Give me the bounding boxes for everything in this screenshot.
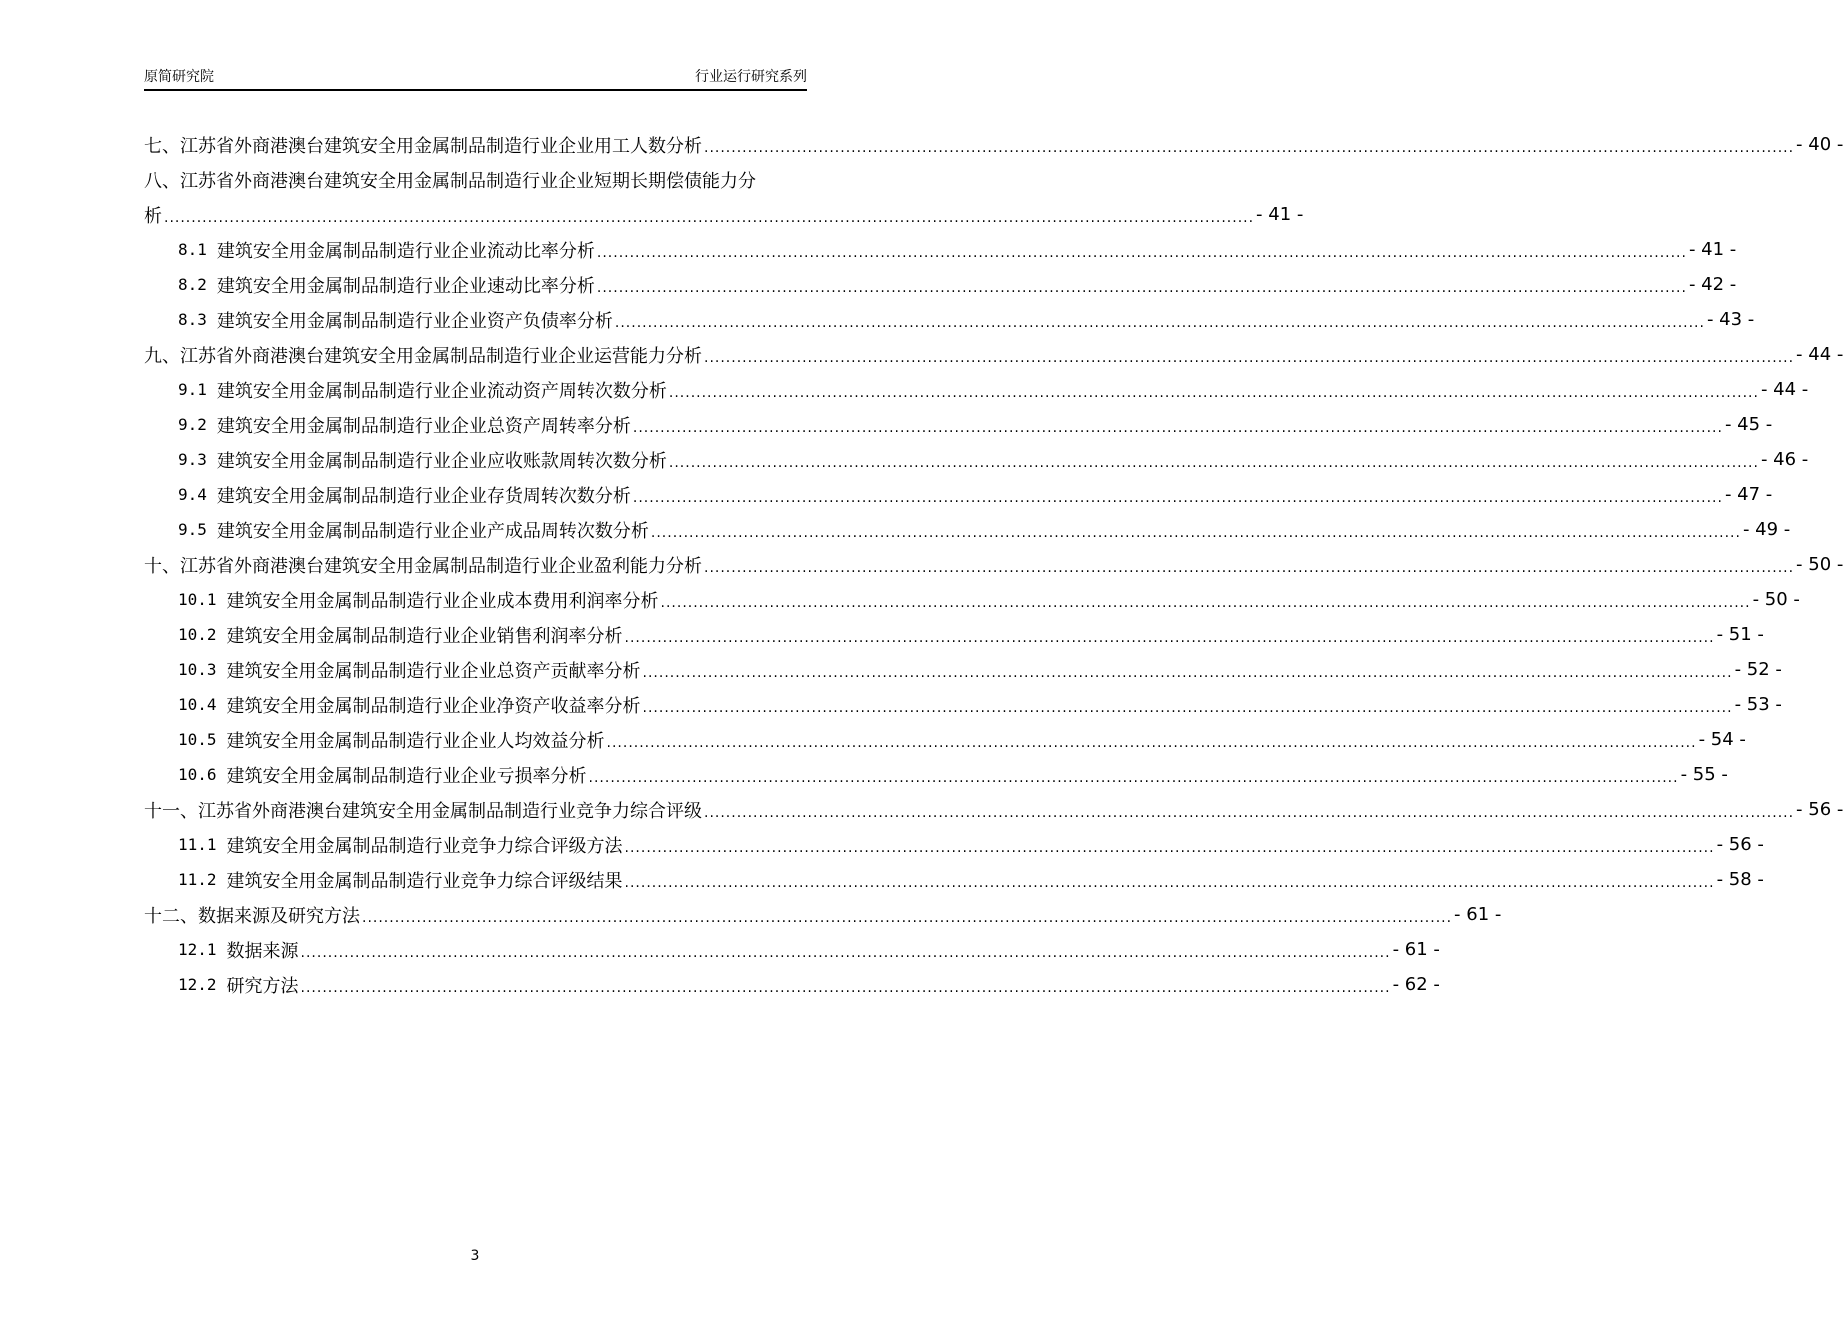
toc-entry-title: 建筑安全用金属制品制造行业企业流动比率分析 [216, 240, 595, 262]
dot-leader: ........................................................................................................................................................................................................ [300, 979, 1391, 996]
toc-entry-title: 数据来源 [226, 940, 299, 962]
toc-entry[interactable] [144, 792, 1843, 827]
toc-entry-number: 11.2 [178, 870, 217, 889]
toc-entry[interactable] [144, 127, 1843, 162]
toc-entry-page: - 45 - [1724, 414, 1773, 435]
toc-entry[interactable] [144, 582, 1800, 617]
toc-entry[interactable] [144, 197, 1304, 232]
dot-leader: ........................................................................................................................................................................................................ [660, 594, 1751, 611]
toc-entry-page: - 61 - [1392, 939, 1440, 960]
dot-leader: ........................................................................................................................................................................................................ [606, 734, 1697, 751]
toc-entry-number: 8.2 [178, 275, 207, 294]
toc-entry-title: 建筑安全用金属制品制造行业竞争力综合评级结果 [226, 870, 623, 892]
dot-leader: ........................................................................................................................................................................................................ [624, 839, 1715, 856]
toc-entry-title: 建筑安全用金属制品制造行业企业人均效益分析 [226, 730, 605, 752]
page-number: 3 [470, 1248, 480, 1264]
toc-entry-title: 建筑安全用金属制品制造行业企业亏损率分析 [226, 765, 587, 787]
toc-entry[interactable] [144, 967, 1440, 1002]
toc-entry-title: 建筑安全用金属制品制造行业企业速动比率分析 [216, 275, 595, 297]
toc-entry-title: 建筑安全用金属制品制造行业企业销售利润率分析 [226, 625, 623, 647]
toc-entry[interactable] [144, 477, 1773, 512]
dot-leader: ........................................................................................................................................................................................................ [300, 944, 1391, 961]
toc-entry-page: - 41 - [1256, 204, 1304, 225]
toc-entry[interactable] [144, 827, 1764, 862]
toc-entry-title: 析 [144, 205, 162, 227]
toc-entry[interactable] [144, 547, 1843, 582]
toc-entry-page: - 49 - [1742, 519, 1791, 540]
dot-leader: ........................................................................................................................................................................................................ [650, 524, 1741, 541]
dot-leader: ........................................................................................................................................................................................................ [596, 279, 1687, 296]
toc-entry[interactable] [144, 617, 1764, 652]
toc-entry-page: - 56 - [1716, 834, 1764, 855]
toc-entry-number: 9.5 [178, 520, 207, 539]
dot-leader: ........................................................................................................................................................................................................ [668, 384, 1759, 401]
toc-entry-title: 建筑安全用金属制品制造行业企业存货周转次数分析 [216, 485, 631, 507]
dot-leader: ........................................................................................................................................................................................................ [596, 244, 1687, 261]
dot-leader: ........................................................................................................................................................................................................ [624, 629, 1715, 646]
toc-entry-page: - 58 - [1716, 869, 1764, 890]
toc-entry-page: - 44 - [1760, 379, 1809, 400]
toc-entry[interactable] [144, 337, 1843, 372]
toc-entry-number: 12.2 [178, 975, 217, 994]
toc-entry[interactable] [144, 372, 1809, 407]
toc-entry[interactable] [144, 652, 1782, 687]
toc-entry-title: 建筑安全用金属制品制造行业企业流动资产周转次数分析 [216, 380, 667, 402]
toc-entry-number: 11.1 [178, 835, 217, 854]
toc-entry[interactable] [144, 862, 1764, 897]
toc-entry-title: 九、江苏省外商港澳台建筑安全用金属制品制造行业企业运营能力分析 [144, 345, 702, 367]
toc-entry-title: 七、江苏省外商港澳台建筑安全用金属制品制造行业企业用工人数分析 [144, 135, 702, 157]
table-of-contents [144, 127, 1843, 1002]
toc-entry[interactable] [144, 442, 1809, 477]
dot-leader: ........................................................................................................................................................................................................ [704, 559, 1795, 576]
toc-entry-page: - 50 - [1796, 554, 1843, 575]
toc-entry[interactable] [144, 687, 1782, 722]
dot-leader: ........................................................................................................................................................................................................ [632, 419, 1723, 436]
toc-entry-number: 8.3 [178, 310, 207, 329]
dot-leader: ........................................................................................................................................................................................................ [642, 664, 1733, 681]
toc-entry-page: - 40 - [1796, 134, 1843, 155]
toc-entry-number: 12.1 [178, 940, 217, 959]
toc-entry[interactable] [144, 162, 806, 197]
toc-entry-number: 9.4 [178, 485, 207, 504]
header-right-series: 行业运行研究系列 [695, 69, 807, 85]
toc-entry-page: - 47 - [1724, 484, 1773, 505]
toc-entry-title: 建筑安全用金属制品制造行业企业成本费用利润率分析 [226, 590, 659, 612]
toc-entry-number: 10.2 [178, 625, 217, 644]
toc-entry[interactable] [144, 932, 1440, 967]
toc-entry-number: 10.4 [178, 695, 217, 714]
toc-entry-number: 10.3 [178, 660, 217, 679]
toc-entry-number: 9.2 [178, 415, 207, 434]
dot-leader: ........................................................................................................................................................................................................ [668, 454, 1759, 471]
toc-entry-title: 十、江苏省外商港澳台建筑安全用金属制品制造行业企业盈利能力分析 [144, 555, 702, 577]
toc-entry-page: - 61 - [1454, 904, 1502, 925]
toc-entry-number: 9.3 [178, 450, 207, 469]
toc-entry-title: 研究方法 [226, 975, 299, 997]
toc-entry-page: - 56 - [1796, 799, 1843, 820]
toc-entry-page: - 43 - [1706, 309, 1755, 330]
toc-entry[interactable] [144, 512, 1791, 547]
toc-entry[interactable] [144, 897, 1502, 932]
dot-leader: ........................................................................................................................................................................................................ [164, 209, 1255, 226]
toc-entry-page: - 54 - [1698, 729, 1746, 750]
toc-entry[interactable] [144, 232, 1737, 267]
page-header [144, 66, 807, 91]
toc-entry-title: 建筑安全用金属制品制造行业企业总资产周转率分析 [216, 415, 631, 437]
toc-entry-page: - 42 - [1688, 274, 1737, 295]
toc-entry-page: - 44 - [1796, 344, 1843, 365]
dot-leader: ........................................................................................................................................................................................................ [614, 314, 1705, 331]
dot-leader: ........................................................................................................................................................................................................ [588, 769, 1679, 786]
toc-entry-title: 建筑安全用金属制品制造行业企业资产负债率分析 [216, 310, 613, 332]
toc-entry-title: 八、江苏省外商港澳台建筑安全用金属制品制造行业企业短期长期偿债能力分 [144, 170, 756, 192]
toc-entry-title: 建筑安全用金属制品制造行业企业总资产贡献率分析 [226, 660, 641, 682]
toc-entry[interactable] [144, 267, 1737, 302]
toc-entry-page: - 46 - [1760, 449, 1809, 470]
toc-entry-title: 十一、江苏省外商港澳台建筑安全用金属制品制造行业竞争力综合评级 [144, 800, 702, 822]
toc-entry-number: 9.1 [178, 380, 207, 399]
toc-entry-number: 10.5 [178, 730, 217, 749]
toc-entry-page: - 53 - [1734, 694, 1782, 715]
dot-leader: ........................................................................................................................................................................................................ [632, 489, 1723, 506]
toc-entry-title: 十二、数据来源及研究方法 [144, 905, 360, 927]
dot-leader: ........................................................................................................................................................................................................ [362, 909, 1453, 926]
toc-entry[interactable] [144, 302, 1755, 337]
toc-entry-number: 8.1 [178, 240, 207, 259]
toc-entry-title: 建筑安全用金属制品制造行业企业产成品周转次数分析 [216, 520, 649, 542]
toc-entry-title: 建筑安全用金属制品制造行业企业应收账款周转次数分析 [216, 450, 667, 472]
toc-entry[interactable] [144, 757, 1728, 792]
dot-leader: ........................................................................................................................................................................................................ [642, 699, 1733, 716]
dot-leader: ........................................................................................................................................................................................................ [624, 874, 1715, 891]
header-left-org: 原简研究院 [144, 69, 214, 85]
toc-entry-number: 10.1 [178, 590, 217, 609]
dot-leader: ........................................................................................................................................................................................................ [704, 804, 1795, 821]
dot-leader: ........................................................................................................................................................................................................ [704, 349, 1795, 366]
toc-entry[interactable] [144, 407, 1773, 442]
toc-entry-title: 建筑安全用金属制品制造行业企业净资产收益率分析 [226, 695, 641, 717]
toc-entry-page: - 41 - [1688, 239, 1737, 260]
toc-entry-page: - 55 - [1680, 764, 1728, 785]
toc-entry-page: - 51 - [1716, 624, 1764, 645]
toc-entry-title: 建筑安全用金属制品制造行业竞争力综合评级方法 [226, 835, 623, 857]
toc-entry-number: 10.6 [178, 765, 217, 784]
toc-entry-page: - 50 - [1752, 589, 1800, 610]
toc-entry-page: - 62 - [1392, 974, 1440, 995]
dot-leader: ........................................................................................................................................................................................................ [704, 139, 1795, 156]
toc-entry-page: - 52 - [1734, 659, 1782, 680]
toc-entry[interactable] [144, 722, 1746, 757]
